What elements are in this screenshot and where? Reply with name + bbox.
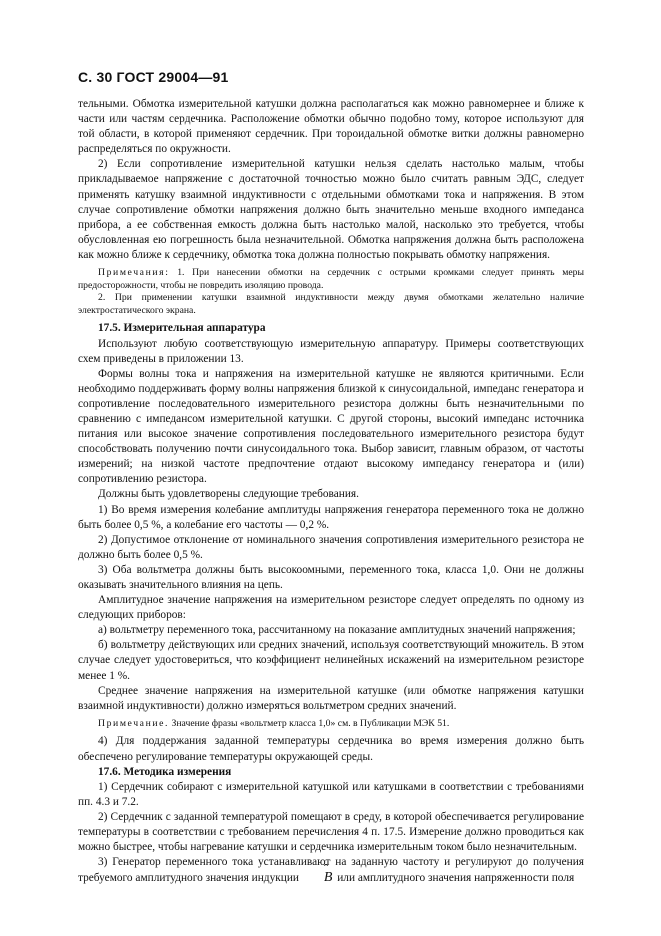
list-item: 3) Оба вольтметра должны быть высокоомными, переменного тока, класса 1,0. Они не должны оказывать значительного влияния на цепь. (78, 563, 584, 591)
paragraph: Должны быть удовлетворены следующие требования. (98, 488, 359, 501)
text-run: или амплитудного значения напряженности поля (334, 872, 575, 885)
note (78, 267, 584, 292)
paragraph: 2) Если сопротивление измерительной катушки нельзя сделать настолько малым, чтобы прикладываемое напряжение с достаточной точностью можно было считать равным ЭДС, следует применять катушку взаимной индуктивности с отдельными обмотками тока и напряжения. В этом случае сопротивление обмотки напряжения должно быть значительно меньше входного импеданса прибора, а ее собственная емкость должна быть настолько малой, насколько это требуется, чтобы обусловленная ею погрешность была незначительной. Обмотка напряжения должна быть расположена как можно ближе к сердечнику, обмотка тока должна полностью покрывать обмотку напряжения. (78, 158, 584, 261)
note-text: 1. При нанесении обмотки на сердечник с острыми кромками следует принять меры предосторожности, чтобы не повредить изоляцию провода. (78, 267, 584, 291)
section-heading: 17.5. Измерительная аппаратура (98, 322, 266, 335)
document-body (78, 97, 584, 886)
text-run: 3) Генератор переменного тока устанавливают на заданную частоту и регулируют до получения требуемого амплитудного значения индукции (78, 856, 584, 885)
paragraph: Амплитудное значение напряжения на измерительном резисторе следует определять по одному из следующих приборов: (78, 594, 584, 622)
page-header: С. 30 ГОСТ 29004—91 (78, 69, 229, 85)
note (78, 718, 584, 731)
list-item: 4) Для поддержания заданной температуры сердечника во время измерения должно быть обеспечено регулирование температуры окружающей среды. (78, 735, 584, 763)
list-item: 1) Сердечник собирают с измерительной катушкой или катушками в соответствии с требованиями пп. 4.3 и 7.2. (78, 780, 584, 808)
paragraph: тельными. Обмотка измерительной катушки должна располагаться как можно равномернее и ближе к части или частям сердечника. Расположение обмотки обычно подобно тому, которое используют для той области, в которой применяют сердечник. При тороидальной обмотке витки должны равномерно распределяться по окружности. (78, 98, 584, 156)
list-item: 1) Во время измерения колебание амплитуды напряжения генератора переменного тока не должно быть более 0,5 %, а колебание его частоты — 0,2 %. (78, 503, 584, 531)
list-item: 2) Допустимое отклонение от номинального значения сопротивления измерительного резистора не должно быть более 0,5 %. (78, 533, 584, 561)
list-item (78, 855, 584, 886)
list-item: а) вольтметру переменного тока, рассчитанному на показание амплитудных значений напряжения; (98, 624, 576, 637)
note: 2. При применении катушки взаимной индуктивности между двумя обмотками желательно наличие электростатического экрана. (78, 292, 584, 316)
induction-symbol: ˆ B (302, 870, 335, 885)
section-heading: 17.6. Методика измерения (98, 765, 232, 778)
paragraph: Среднее значение напряжения на измерительной катушке (или обмотке напряжения катушки взаимной индуктивности) должно измеряться вольтметром средних значений. (78, 684, 584, 712)
note-label: Примечание. (98, 717, 170, 729)
paragraph: Формы волны тока и напряжения на измерительной катушке не являются критичными. Если необходимо поддерживать форму волны напряжения близкой к синусоидальной, импеданс генератора и сопротивление последовательного измерительного резистора должны быть незначительными по сравнению с импедансом измерительной катушки. С другой стороны, высокий импеданс источника питания или высокое значение сопротивления последовательного измерительного резистора будут способствовать получению почти синусоидального тока. Выбор зависит, главным образом, от частоты измерений; на низкой частоте предпочтение отдают высокому импедансу генератора и (или) сопротивлению резистора. (78, 367, 584, 486)
paragraph: Используют любую соответствующую измерительную аппаратуру. Примеры соответствующих схем приведены в приложении 13. (78, 337, 584, 365)
note-text: Значение фразы «вольтметр класса 1,0» см. в Публикации МЭК 51. (169, 717, 450, 729)
list-item: б) вольтметру действующих или средних значений, используя соответствующий множитель. В этом случае следует удостовериться, что коэффициент нелинейных искажений на измерительном резисторе менее 1 %. (78, 639, 584, 682)
list-item: 2) Сердечник с заданной температурой помещают в среду, в которой обеспечивается регулирование температуры в соответствии с требованием перечисления 4 п. 17.5. Измерение должно проводиться как можно быстрее, чтобы нагревание катушки и сердечника измерительным током было незначительным. (78, 810, 584, 854)
note-label: Примечания: (98, 267, 170, 279)
